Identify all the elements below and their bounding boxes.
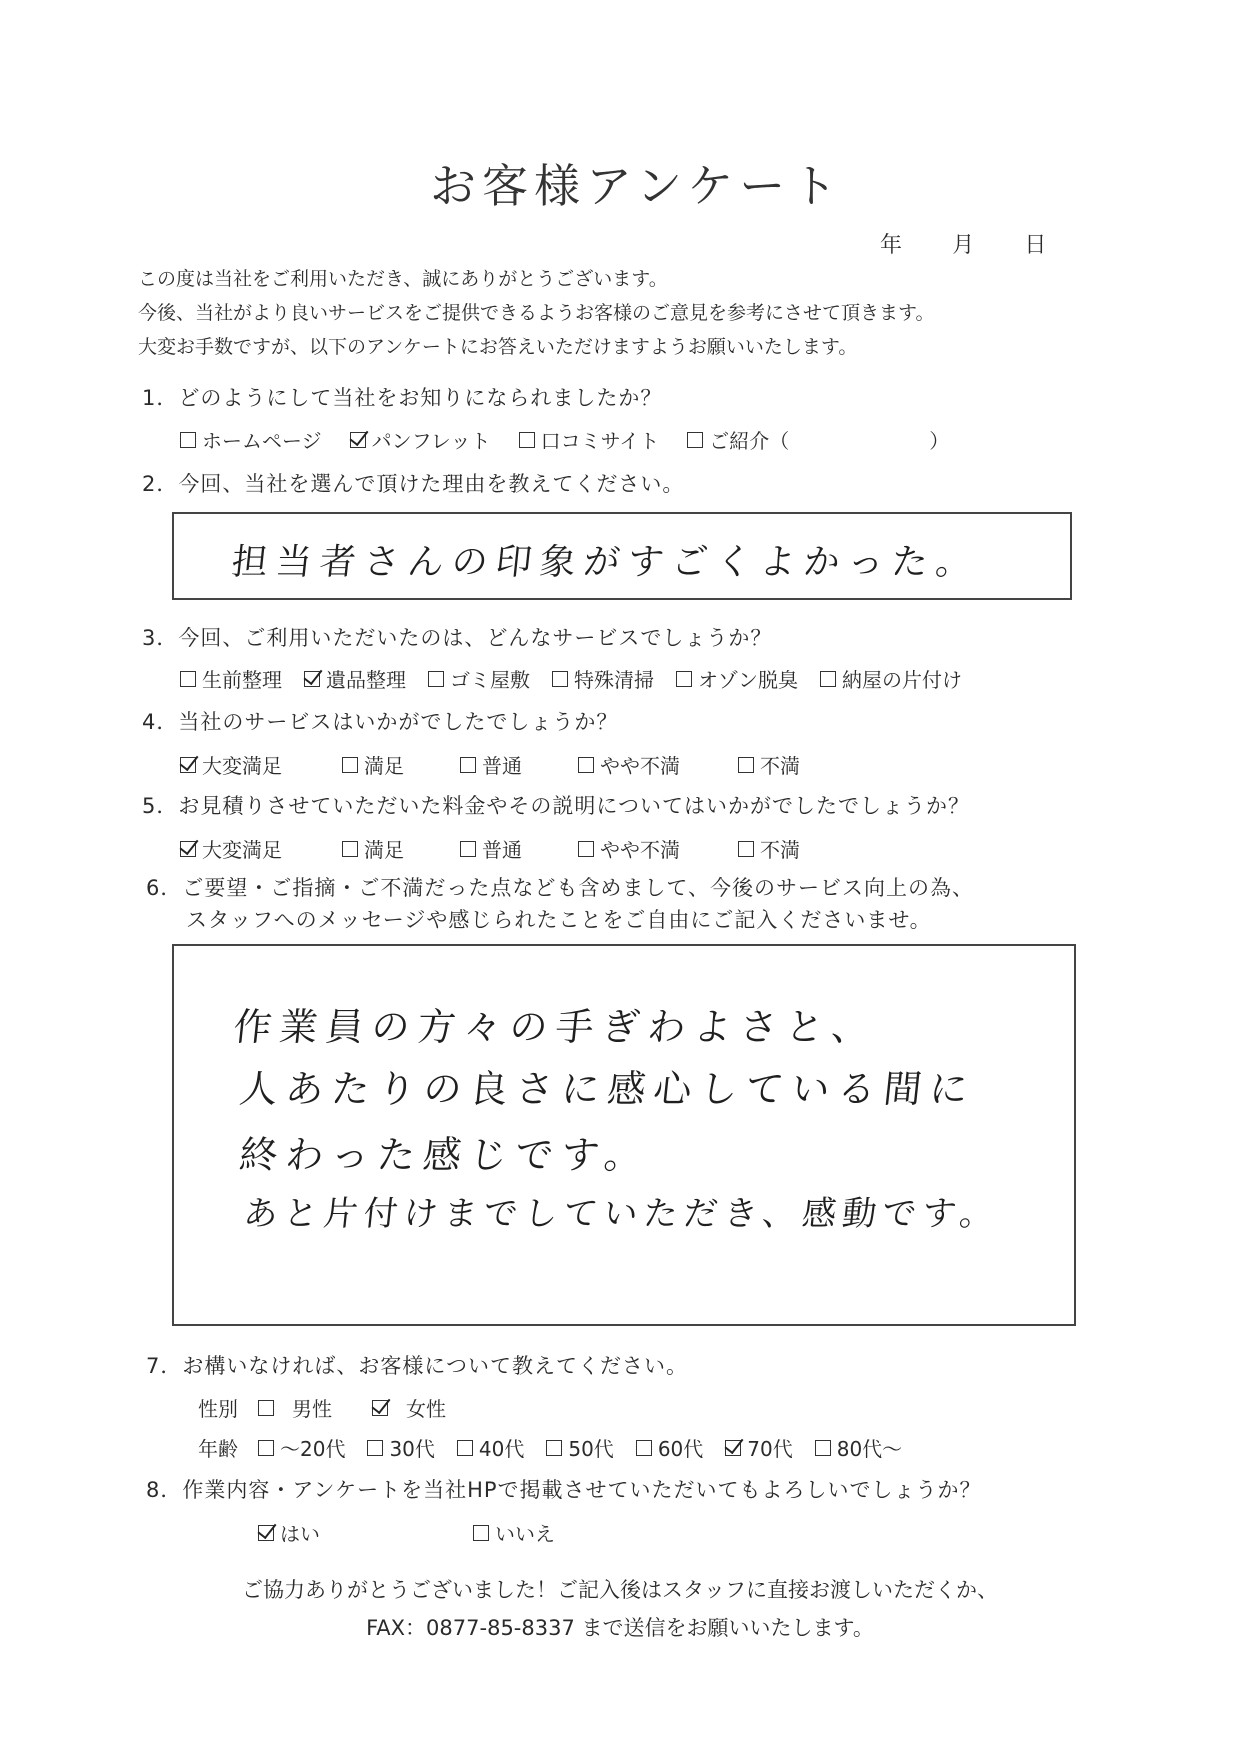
question-8-options: [258, 1518, 555, 1547]
intro-line: 今後、当社がより良いサービスをご提供できるようお客様のご意見を参考にさせて頂きます。: [138, 302, 935, 324]
question-2-answer-box[interactable]: [172, 512, 1072, 600]
option-label: 30代: [389, 1437, 435, 1461]
checkbox[interactable]: [372, 1400, 388, 1416]
checkbox[interactable]: [552, 671, 568, 687]
option-label: 普通: [482, 754, 522, 778]
date-year-label: 年: [880, 233, 903, 258]
checkbox[interactable]: [738, 841, 754, 857]
option-label: 不満: [760, 838, 800, 862]
checkbox[interactable]: [578, 757, 594, 773]
question-1-label: 1．どのようにして当社をお知りになられましたか？: [142, 386, 663, 410]
checkbox[interactable]: [687, 432, 703, 448]
checkbox[interactable]: [460, 841, 476, 857]
checkbox[interactable]: [546, 1440, 562, 1456]
option-label: 不満: [760, 754, 800, 778]
question-6-label-line2: スタッフへのメッセージや感じられたことをご自由にご記入くださいませ。: [186, 908, 932, 932]
option-label: 80代～: [836, 1437, 903, 1461]
option-satisfied[interactable]: [342, 834, 460, 863]
option-label: ゴミ屋敷: [450, 668, 530, 692]
checkbox[interactable]: [180, 432, 196, 448]
footer-fax: FAX：0877-85-8337 まで送信をお願いいたします。: [366, 1616, 874, 1640]
question-3-options: [180, 664, 962, 693]
option-label: ホームページ: [202, 429, 322, 453]
option-very-satisfied[interactable]: [180, 834, 342, 863]
checkbox[interactable]: [258, 1440, 274, 1456]
option-garbage-house[interactable]: [428, 664, 530, 693]
option-yes[interactable]: [258, 1518, 473, 1547]
checkbox[interactable]: [258, 1525, 274, 1541]
option-age-40s[interactable]: [457, 1433, 524, 1462]
checkbox[interactable]: [460, 757, 476, 773]
option-label: 満足: [364, 838, 404, 862]
referral-close-paren: ）: [929, 429, 950, 453]
page-title: お客様アンケート: [430, 159, 844, 213]
option-homepage[interactable]: [180, 425, 322, 454]
question-2-handwritten-answer: 担当者さんの印象がすごくよかった。: [229, 542, 982, 583]
option-label: やや不満: [600, 838, 680, 862]
option-somewhat-dissatisfied[interactable]: [578, 750, 738, 779]
question-4-label: 4．当社のサービスはいかがでしたでしょうか？: [142, 710, 619, 734]
question-6-answer-line: あと片付けまでしていただき、感動です。: [241, 1194, 1002, 1234]
date-month-label: 月: [952, 233, 975, 258]
option-age-80-plus[interactable]: [815, 1433, 902, 1462]
option-very-satisfied[interactable]: [180, 750, 342, 779]
checkbox[interactable]: [367, 1440, 383, 1456]
option-referral[interactable]: [687, 425, 789, 454]
option-label: 男性: [292, 1397, 332, 1421]
question-6-answer-line: 終わった感じです。: [237, 1133, 653, 1177]
option-label: ご紹介（: [709, 429, 790, 453]
option-age-70s[interactable]: [725, 1433, 792, 1462]
option-pamphlet[interactable]: [350, 425, 491, 454]
checkbox[interactable]: [815, 1440, 831, 1456]
checkbox[interactable]: [350, 432, 366, 448]
option-somewhat-dissatisfied[interactable]: [578, 834, 738, 863]
option-dissatisfied[interactable]: [738, 834, 800, 863]
question-6-answer-line: 作業員の方々の手ぎわよさと、: [231, 1005, 880, 1049]
checkbox[interactable]: [457, 1440, 473, 1456]
checkbox[interactable]: [342, 841, 358, 857]
checkbox[interactable]: [636, 1440, 652, 1456]
checkbox[interactable]: [519, 432, 535, 448]
option-label: 口コミサイト: [540, 429, 660, 453]
intro-line: 大変お手数ですが、以下のアンケートにお答えいただけますようお願いいたします。: [138, 336, 858, 358]
age-label: 年齢: [198, 1437, 238, 1461]
option-label: いいえ: [495, 1522, 555, 1546]
question-5-options: [180, 834, 800, 863]
age-row: [198, 1433, 902, 1462]
intro-text: [138, 262, 934, 364]
option-label: はい: [280, 1522, 320, 1546]
option-review-site[interactable]: [519, 425, 660, 454]
option-label: 大変満足: [202, 838, 282, 862]
option-barn-cleanup[interactable]: [820, 664, 962, 693]
gender-label: 性別: [198, 1397, 238, 1421]
option-estate-cleanup[interactable]: [304, 664, 406, 693]
intro-line: この度は当社をご利用いただき、誠にありがとうございます。: [138, 268, 668, 290]
option-age-under-20[interactable]: [258, 1433, 345, 1462]
option-label: 女性: [406, 1397, 446, 1421]
option-label: やや不満: [600, 754, 680, 778]
checkbox[interactable]: [180, 841, 196, 857]
option-neutral[interactable]: [460, 750, 578, 779]
question-7-label: 7．お構いなければ、お客様について教えてください。: [146, 1354, 688, 1378]
option-ozone-deodorize[interactable]: [676, 664, 798, 693]
footer-thanks: ご協力ありがとうございました！ご記入後はスタッフに直接お渡しいただくか、: [242, 1578, 998, 1602]
option-label: 納屋の片付け: [842, 668, 962, 692]
date-field[interactable]: [880, 228, 1046, 259]
option-label: パンフレット: [371, 429, 491, 453]
option-label: 60代: [657, 1437, 704, 1461]
checkbox[interactable]: [738, 757, 754, 773]
option-dissatisfied[interactable]: [738, 750, 800, 779]
option-label: 普通: [482, 838, 522, 862]
option-female[interactable]: [372, 1393, 446, 1422]
question-6-label: 6．ご要望・ご指摘・ご不満だった点なども含めまして、今後のサービス向上の為、: [146, 876, 974, 900]
checkbox[interactable]: [725, 1440, 741, 1456]
checkbox[interactable]: [180, 671, 196, 687]
option-male[interactable]: [258, 1393, 332, 1422]
question-3-label: 3．今回、ご利用いただいたのは、どんなサービスでしょうか？: [142, 626, 773, 650]
option-label: ～20代: [280, 1437, 346, 1461]
option-label: 70代: [747, 1437, 793, 1461]
option-label: 満足: [364, 754, 404, 778]
question-6-answer-box[interactable]: [172, 944, 1076, 1326]
option-label: 特殊清掃: [574, 668, 654, 692]
checkbox[interactable]: [473, 1525, 489, 1541]
option-satisfied[interactable]: [342, 750, 460, 779]
question-8-label: 8．作業内容・アンケートを当社HPで掲載させていただいてもよろしいでしょうか？: [146, 1478, 982, 1502]
option-label: 40代: [478, 1437, 525, 1461]
question-6-answer-line: 人あたりの良さに感心している間に: [237, 1067, 978, 1111]
option-neutral[interactable]: [460, 834, 578, 863]
checkbox[interactable]: [342, 757, 358, 773]
question-1-options: [180, 425, 949, 454]
option-age-30s[interactable]: [367, 1433, 434, 1462]
question-5-label: 5．お見積りさせていただいた料金やその説明についてはいかがでしたでしょうか？: [142, 794, 970, 818]
option-age-60s[interactable]: [636, 1433, 703, 1462]
option-age-50s[interactable]: [546, 1433, 613, 1462]
checkbox[interactable]: [578, 841, 594, 857]
option-no[interactable]: [473, 1518, 555, 1547]
question-2-label: 2．今回、当社を選んで頂けた理由を教えてください。: [142, 472, 685, 496]
gender-row: [198, 1393, 446, 1422]
checkbox[interactable]: [428, 671, 444, 687]
option-label: オゾン脱臭: [698, 668, 798, 692]
option-label: 遺品整理: [326, 668, 406, 692]
checkbox[interactable]: [676, 671, 692, 687]
option-special-cleaning[interactable]: [552, 664, 654, 693]
question-4-options: [180, 750, 800, 779]
option-label: 50代: [568, 1437, 614, 1461]
checkbox[interactable]: [258, 1400, 274, 1416]
checkbox[interactable]: [820, 671, 836, 687]
option-label: 生前整理: [202, 668, 282, 692]
option-label: 大変満足: [202, 754, 282, 778]
option-pre-death-cleanup[interactable]: [180, 664, 282, 693]
date-day-label: 日: [1024, 233, 1047, 258]
checkbox[interactable]: [180, 757, 196, 773]
checkbox[interactable]: [304, 671, 320, 687]
